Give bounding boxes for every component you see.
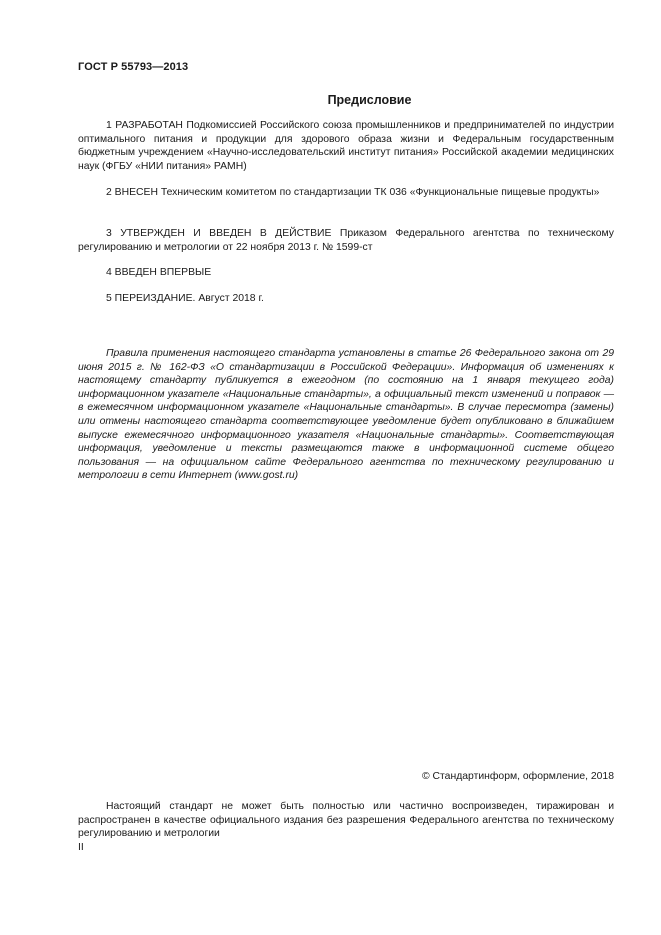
- preface-title-text: Предисловие: [327, 93, 412, 107]
- copyright-line: © Стандартинформ, оформление, 2018: [421, 771, 614, 782]
- page-number: II: [78, 842, 84, 853]
- standard-rules-notice: Правила применения настоящего стандарта установлены в статье 26 Федерального закона от 29 июня 2015 г. № 162-ФЗ «О стандартизации в Российской Федерации». Информация об изменениях к настоящему стандарту публикуется в ежегодном (по состоянию на 1 января текущего года) информационном указателе «Национальные стандарты», а официальный текст изменений и поправок — в ежемесячном информационном указателе «Национальные стандарты». В случае пересмотра (замены) или отмены настоящего стандарта соответствующее уведомление будет опубликовано в ближайшем выпуске ежемесячного информационного указателя «Национальные стандарты». Соответствующая информация, уведомление и тексты размещаются также в информационной системе общего пользования — на официальном сайте Федерального агентства по техническому регулированию и метрологии в сети Интернет (www.gost.ru): [78, 348, 614, 482]
- preface-item-4: 4 ВВЕДЕН ВПЕРВЫЕ: [106, 267, 212, 278]
- preface-item-3: 3 УТВЕРЖДЕН И ВВЕДЕН В ДЕЙСТВИЕ Приказом Федерального агентства по техническому регулированию и метрологии от 22 ноября 2013 г. № 1599-ст: [78, 228, 614, 253]
- document-code: ГОСТ Р 55793—2013: [78, 61, 189, 73]
- reproduction-notice: Настоящий стандарт не может быть полностью или частично воспроизведен, тиражирован и распространен в качестве официального издания без разрешения Федерального агентства по техническому регулированию и метрологии: [78, 801, 614, 840]
- preface-item-1: 1 РАЗРАБОТАН Подкомиссией Российского союза промышленников и предпринимателей по индустрии оптимального питания и продукции для здорового образа жизни и Федеральным государственным бюджетным учреждением «Научно-исследовательский институт питания» Российской академии медицинских наук (ФГБУ «НИИ питания» РАМН): [78, 120, 614, 172]
- preface-item-5: 5 ПЕРЕИЗДАНИЕ. Август 2018 г.: [106, 293, 264, 304]
- preface-item-2: 2 ВНЕСЕН Техническим комитетом по стандартизации ТК 036 «Функциональные пищевые продукты»: [106, 187, 600, 198]
- preface-title: [78, 93, 613, 107]
